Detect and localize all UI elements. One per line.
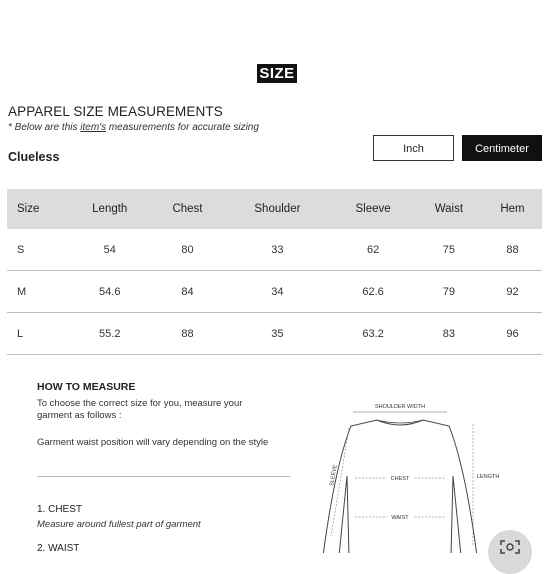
waist-position-note: Garment waist position will vary depending on the style xyxy=(37,437,269,448)
cell-hem: 96 xyxy=(483,313,542,355)
sweater-outline xyxy=(323,420,477,553)
cell-chest: 84 xyxy=(152,271,224,313)
header-length: Length xyxy=(68,189,152,229)
step-waist-title: 2. WAIST xyxy=(37,543,80,554)
cell-size: S xyxy=(7,229,68,271)
cell-sleeve: 63.2 xyxy=(331,313,414,355)
cell-length: 54 xyxy=(68,229,152,271)
cell-shoulder: 34 xyxy=(223,271,331,313)
header-sleeve: Sleeve xyxy=(331,189,414,229)
step-chest-title: 1. CHEST xyxy=(37,504,83,515)
centimeter-button[interactable]: Centimeter xyxy=(462,135,542,161)
cell-length: 55.2 xyxy=(68,313,152,355)
cell-hem: 92 xyxy=(483,271,542,313)
cell-chest: 80 xyxy=(152,229,224,271)
cell-shoulder: 35 xyxy=(223,313,331,355)
how-to-measure-title: HOW TO MEASURE xyxy=(37,381,136,393)
header-hem: Hem xyxy=(483,189,542,229)
table-row xyxy=(7,229,542,271)
subheading xyxy=(8,122,259,133)
table-row xyxy=(7,271,542,313)
sleeve-label: SLEEVE xyxy=(329,464,339,487)
header-shoulder: Shoulder xyxy=(223,189,331,229)
page-title: APPAREL SIZE MEASUREMENTS xyxy=(8,104,223,119)
divider xyxy=(37,476,290,477)
inch-button[interactable]: Inch xyxy=(373,135,454,161)
cell-size: M xyxy=(7,271,68,313)
cell-size: L xyxy=(7,313,68,355)
header-waist: Waist xyxy=(415,189,483,229)
table-header-row xyxy=(7,189,542,229)
cell-sleeve: 62 xyxy=(331,229,414,271)
waist-label: WAIST xyxy=(391,515,409,521)
subheading-link: item's xyxy=(80,122,107,133)
cell-chest: 88 xyxy=(152,313,224,355)
size-table xyxy=(7,189,542,355)
length-label: LENGTH xyxy=(477,474,500,480)
cell-hem: 88 xyxy=(483,229,542,271)
cell-length: 54.6 xyxy=(68,271,152,313)
chest-label: CHEST xyxy=(390,476,410,482)
subheading-suffix: measurements for accurate sizing xyxy=(106,122,259,133)
how-to-measure-description: To choose the correct size for you, measure your garment as follows : xyxy=(37,398,243,421)
shoulder-width-label: SHOULDER WIDTH xyxy=(374,404,426,410)
image-search-icon[interactable] xyxy=(488,530,532,574)
cell-waist: 79 xyxy=(415,271,483,313)
step-chest-description: Measure around fullest part of garment xyxy=(37,519,201,530)
header-chest: Chest xyxy=(152,189,224,229)
subheading-prefix: * Below are this xyxy=(8,122,81,133)
cell-waist: 83 xyxy=(415,313,483,355)
cell-shoulder: 33 xyxy=(223,229,331,271)
table-row xyxy=(7,313,542,355)
size-badge: SIZE xyxy=(257,64,297,83)
header-size: Size xyxy=(7,189,68,229)
cell-waist: 75 xyxy=(415,229,483,271)
cell-sleeve: 62.6 xyxy=(331,271,414,313)
garment-measurement-diagram xyxy=(315,396,515,553)
brand-name: Clueless xyxy=(8,150,60,164)
